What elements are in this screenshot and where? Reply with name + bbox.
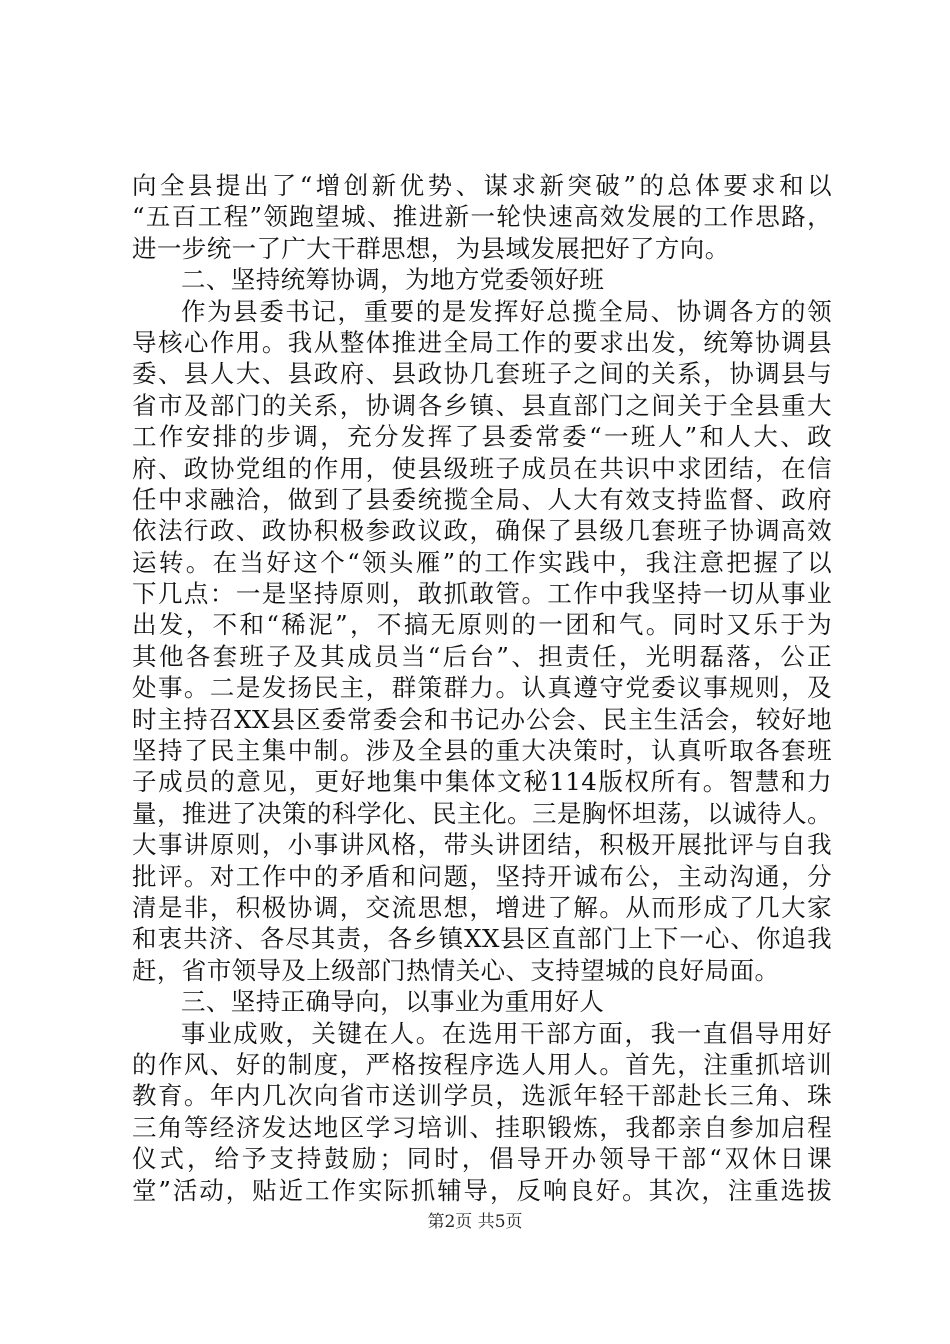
text-line: 时主持召XX县区委常委会和书记办公会、民主生活会，较好地: [132, 704, 832, 734]
document-body: [132, 170, 832, 1206]
text-line: 运转。在当好这个“领头雁”的工作实践中，我注意把握了以: [132, 547, 832, 577]
text-line: 教育。年内几次向省市送训学员，选派年轻干部赴长三角、珠: [132, 1081, 832, 1111]
text-line: 向全县提出了“增创新优势、谋求新突破”的总体要求和以: [132, 171, 832, 200]
text-line: 其他各套班子及其成员当“后台”、担责任，光明磊落，公正: [132, 641, 832, 671]
text-line: 坚持了民主集中制。涉及全县的重大决策时，认真听取各套班: [132, 736, 832, 766]
text-line: 批评。对工作中的矛盾和问题，坚持开诚布公，主动沟通，分: [132, 861, 832, 891]
text-line: 量，推进了决策的科学化、民主化。三是胸怀坦荡，以诚待人。: [132, 798, 832, 828]
section-heading: 二、坚持统筹协调，为地方党委领好班: [181, 265, 605, 295]
text-line: 任中求融洽，做到了县委统揽全局、人大有效支持监督、政府: [132, 484, 832, 514]
text-line: 和衷共济、各尽其责，各乡镇XX县区直部门上下一心、你追我: [132, 924, 832, 954]
text-line: 处事。二是发扬民主，群策群力。认真遵守党委议事规则，及: [132, 673, 832, 703]
text-line: 府、政协党组的作用，使县级班子成员在共识中求团结，在信: [132, 453, 832, 483]
section-heading: 三、坚持正确导向，以事业为重用好人: [181, 987, 605, 1017]
text-line: 堂”活动，贴近工作实际抓辅导，反响良好。其次，注重选拔: [132, 1175, 832, 1205]
text-line: 导核心作用。我从整体推进全局工作的要求出发，统筹协调县: [132, 327, 832, 357]
text-line: 省市及部门的关系，协调各乡镇、县直部门之间关于全县重大: [132, 390, 832, 420]
page-number-footer: 第2页 共5页: [427, 1212, 523, 1232]
text-line: 的作风、好的制度，严格按程序选人用人。首先，注重抓培训: [132, 1049, 832, 1079]
text-line: 清是非，积极协调，交流思想，增进了解。从而形成了几大家: [132, 892, 832, 922]
text-line: 作为县委书记，重要的是发挥好总揽全局、协调各方的领: [181, 296, 832, 326]
text-line: 大事讲原则，小事讲风格，带头讲团结，积极开展批评与自我: [132, 830, 832, 860]
text-line: 进一步统一了广大干群思想，为县域发展把好了方向。: [132, 233, 730, 263]
text-line: 委、县人大、县政府、县政协几套班子之间的关系，协调县与: [132, 359, 832, 389]
text-line: 子成员的意见，更好地集中集体文秘114版权所有。智慧和力: [132, 767, 832, 797]
text-line: 依法行政、政协积极参政议政，确保了县级几套班子协调高效: [132, 516, 832, 546]
text-line: 下几点：一是坚持原则，敢抓敢管。工作中我坚持一切从事业: [132, 579, 832, 609]
text-line: 仪式，给予支持鼓励；同时，倡导开办领导干部“双休日课: [132, 1144, 832, 1174]
text-line: “五百工程”领跑望城、推进新一轮快速高效发展的工作思路，: [132, 202, 832, 232]
text-line: 出发，不和“稀泥”，不搞无原则的一团和气。同时又乐于为: [132, 610, 832, 640]
text-line: 赶，省市领导及上级部门热情关心、支持望城的良好局面。: [132, 955, 780, 985]
text-line: 事业成败，关键在人。在选用干部方面，我一直倡导用好: [181, 1018, 832, 1048]
text-line: 工作安排的步调，充分发挥了县委常委“一班人”和人大、政: [132, 422, 832, 452]
text-line: 三角等经济发达地区学习培训、挂职锻炼，我都亲自参加启程: [132, 1112, 832, 1142]
